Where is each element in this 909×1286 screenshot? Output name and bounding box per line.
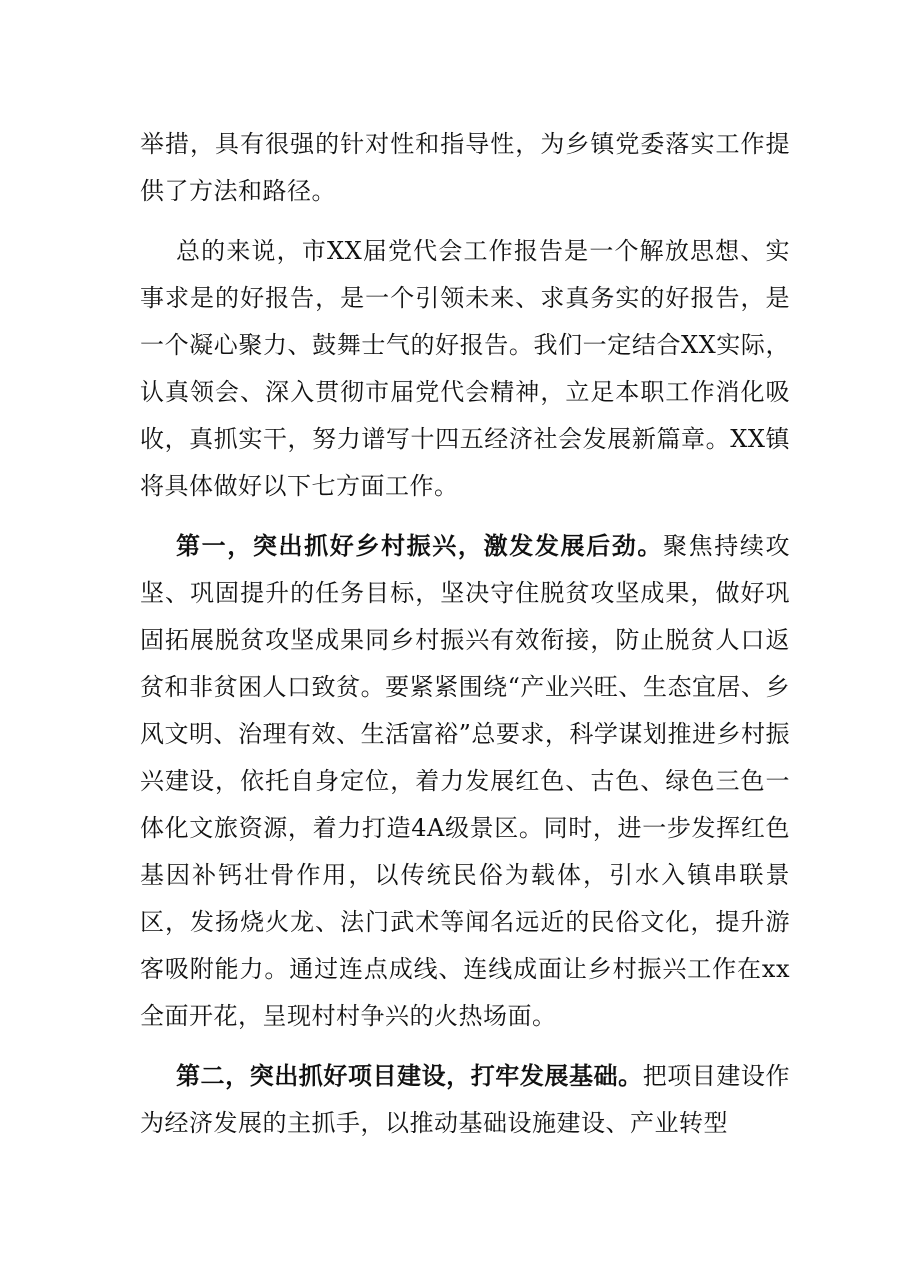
paragraph-1 [140, 120, 790, 215]
paragraph-4 [140, 1052, 790, 1147]
paragraph-3 [140, 522, 790, 1040]
document-body [140, 120, 790, 1159]
paragraph-1-text: 举措，具有很强的针对性和指导性，为乡镇党委落实工作提供了方法和路径。 [140, 130, 790, 205]
paragraph-4-lead: 第二，突出抓好项目建设，打牢发展基础。 [176, 1061, 643, 1090]
paragraph-3-lead: 第一，突出抓好乡村振兴，激发发展后劲。 [176, 531, 663, 560]
paragraph-2 [140, 227, 790, 510]
paragraph-3-text: 聚焦持续攻坚、巩固提升的任务目标，坚决守住脱贫攻坚成果，做好巩固拓展脱贫攻坚成果同乡村振兴有效衔接，防止脱贫人口返贫和非贫困人口致贫。要紧紧围绕“产业兴旺、生态宜居、乡风文明、治理有效、生活富裕”总要求，科学谋划推进乡村振兴建设，依托自身定位，着力发展红色、古色、绿色三色一体化文旅资源，着力打造4A级景区。同时，进一步发挥红色基因补钙壮骨作用，以传统民俗为载体，引水入镇串联景区，发扬烧火龙、法门武术等闻名远近的民俗文化，提升游客吸附能力。通过连点成线、连线成面让乡村振兴工作在xx全面开花，呈现村村争兴的火热场面。 [140, 532, 791, 1030]
paragraph-2-text: 总的来说，市XX届党代会工作报告是一个解放思想、实事求是的好报告，是一个引领未来、求真务实的好报告，是一个凝心聚力、鼓舞士气的好报告。我们一定结合XX实际，认真领会、深入贯彻市届党代会精神，立足本职工作消化吸收，真抓实干，努力谱写十四五经济社会发展新篇章。XX镇将具体做好以下七方面工作。 [140, 237, 790, 500]
paragraph-4-text: 把项目建设作为经济发展的主抓手，以推动基础设施建设、产业转型 [140, 1062, 790, 1137]
